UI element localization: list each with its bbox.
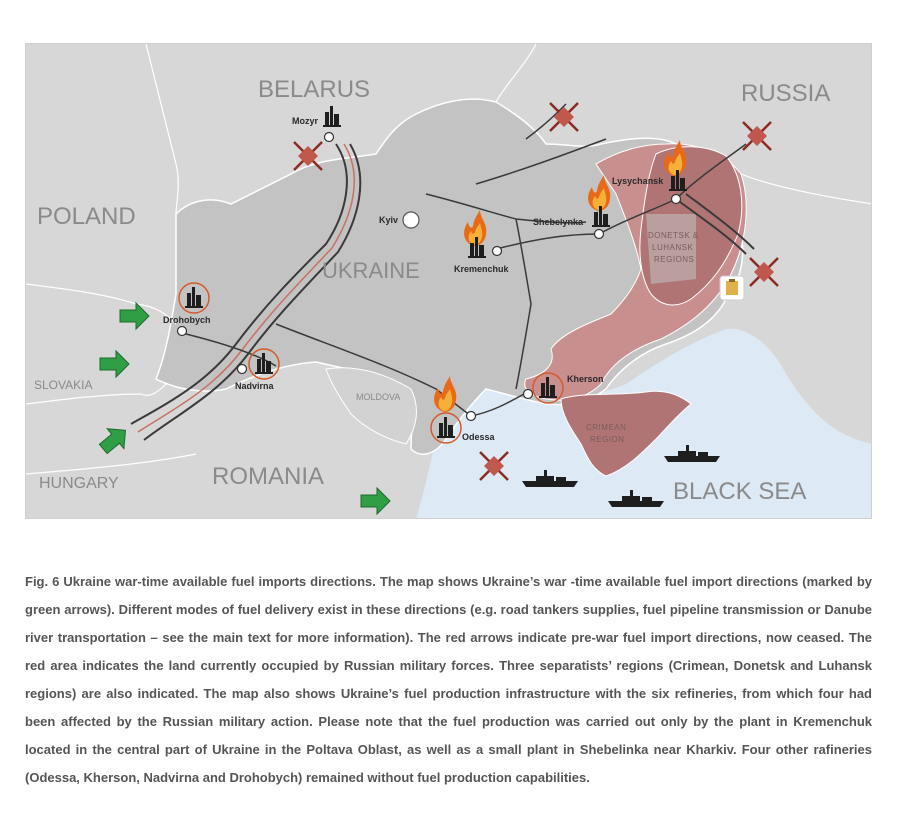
label-crimean-line-1: CRIMEAN xyxy=(586,423,627,432)
red-cross-icon xyxy=(294,142,322,170)
label-donetsk-luhansk-line-3: REGIONS xyxy=(654,255,695,264)
label-kyiv: Kyiv xyxy=(379,215,399,225)
label-moldova: MOLDOVA xyxy=(356,392,401,402)
label-poland: POLAND xyxy=(37,203,136,230)
label-russia: RUSSIA xyxy=(741,80,831,107)
figure-caption: Fig. 6 Ukraine war-time available fuel imports directions. The map shows Ukraine’s war -time available fuel import directions (marked by green arrows). Different modes of fuel delivery exist in these directions (e.g. road tankers supplies, fuel pipeline transmission or Danube river transportation – see the main text for more information). The red arrows indicate pre-war fuel import directions, now ceased. The red area indicates the land currently occupied by Russian military forces. Three separatists’ regions (Crimean, Donetsk and Luhansk regions) are also indicated. The map also shows Ukraine’s fuel production infrastructure with the six refineries, from which four had been affected by the Russian military action. Please note that the fuel production was carried out only by the plant in Kremenchuk located in the central part of Ukraine in the Poltava Oblast, as well as a small plant in Shebelinka near Kharkiv. Four other rafineries (Odessa, Kherson, Nadvirna and Drohobych) remained without fuel production capabilities. xyxy=(25,574,872,785)
red-cross-icon xyxy=(480,452,508,480)
label-nadvirna: Nadvirna xyxy=(235,381,274,391)
label-donetsk-luhansk-line-1: DONETSK & xyxy=(648,231,699,240)
label-black-sea: BLACK SEA xyxy=(673,478,807,505)
red-cross-icon xyxy=(743,122,771,150)
red-cross-icon xyxy=(550,103,578,131)
label-lysychansk: Lysychansk xyxy=(612,176,664,186)
red-cross-icon xyxy=(750,258,778,286)
clipboard-icon[interactable] xyxy=(720,276,744,300)
label-shebelynka: Shebelynka xyxy=(533,217,584,227)
label-crimean-line-2: REGION xyxy=(590,435,625,444)
map xyxy=(25,43,872,519)
label-kremenchuk: Kremenchuk xyxy=(454,264,509,274)
label-donetsk-luhansk-line-2: LUHANSK xyxy=(652,243,694,252)
label-hungary: HUNGARY xyxy=(39,475,119,492)
label-mozyr: Mozyr xyxy=(292,116,319,126)
label-slovakia: SLOVAKIA xyxy=(34,378,93,392)
label-kherson: Kherson xyxy=(567,374,604,384)
label-belarus: BELARUS xyxy=(258,76,371,103)
label-drohobych: Drohobych xyxy=(163,315,211,325)
label-ukraine: UKRAINE xyxy=(322,258,420,283)
label-odessa: Odessa xyxy=(462,432,495,442)
label-romania: ROMANIA xyxy=(212,463,325,490)
